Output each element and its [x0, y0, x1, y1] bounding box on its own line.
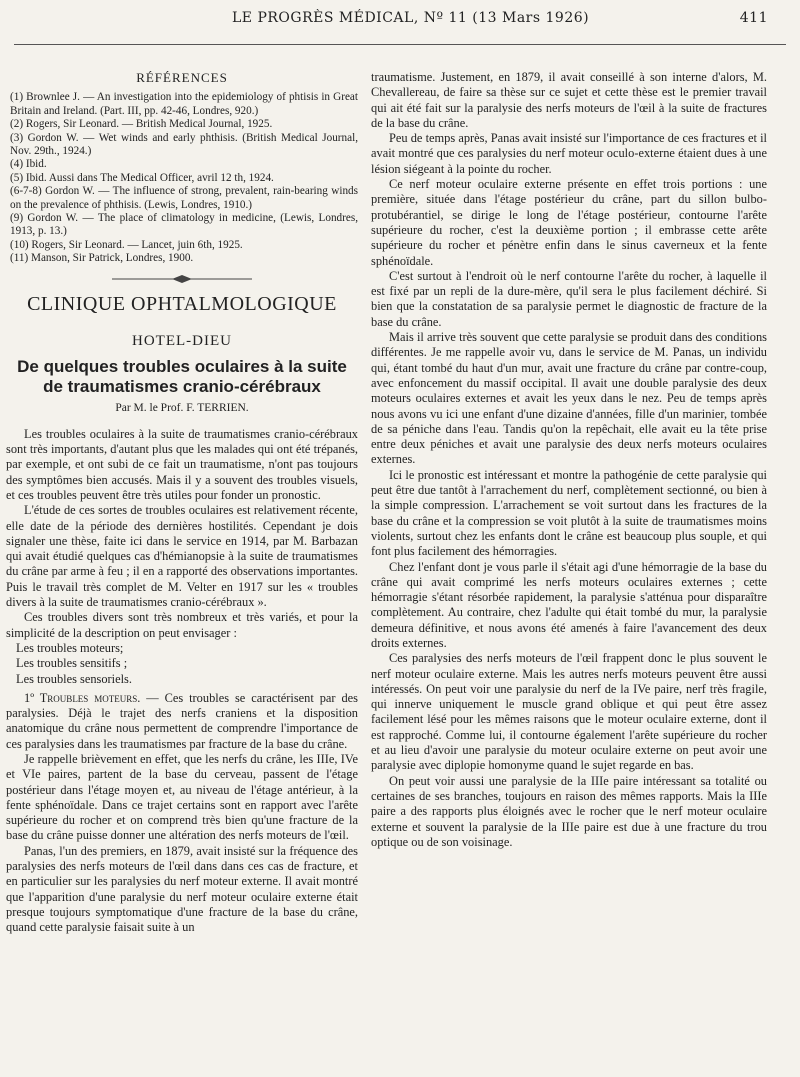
page-number: 411 [739, 10, 768, 26]
references-list [6, 91, 358, 265]
running-title: LE PROGRÈS MÉDICAL, Nº 11 (13 Mars 1926) [232, 10, 590, 26]
reference-item: (9) Gordon W. — The place of climatology in medicine, (Lewis, Londres, 1913, p. 13.) [10, 211, 358, 238]
paragraph: L'étude de ces sortes de troubles oculaires est relativement récente, elle date de la période des dernières hostilités. Cependant je dois signaler une thèse, faite ici dans le service en 1914, par M. Barbazan qui avait étudié quelques cas d'hémianopsie à la suite de traumatismes du crâne par arme à feu ; il en a rapporté des observations importantes. Puis le travail très complet de M. Velter en 1917 sur les « troubles divers à la suite de traumatismes cranio-cérébraux ». [6, 503, 358, 610]
section-title: CLINIQUE OPHTALMOLOGIQUE [27, 292, 337, 315]
paragraph: Chez l'enfant dont je vous parle il s'était agi d'une hémorragie de la base du crâne qui avait comprimé les nerfs moteurs oculaires externes ; cette hémorragie s'étant résorbée rapidement, la paralysie s'atténua pour disparaître complètement. Au contraire, chez l'adulte qui était tombé du mur, la paralysie demeura définitive, et nous avons été amenés à faire l'avancement des deux droits externes. [371, 559, 767, 650]
paragraph: Peu de temps après, Panas avait insisté sur l'importance de ces fractures et il avait montré que ces paralysies du nerf moteur oculo-externe étaient dues à une lésion siégeant à la pointe du rocher. [371, 131, 767, 176]
paragraph: Ces troubles divers sont très nombreux et très variés, et pour la simplicité de la description on peut envisager : [6, 610, 358, 640]
reference-item: (2) Rogers, Sir Leonard. — British Medical Journal, 1925. [10, 118, 273, 131]
paragraph: Je rappelle brièvement en effet, que les nerfs du crâne, les IIIe, IVe et VIe paires, partent de la base du cerveau, passent de l'étage postérieur dans l'étage moyen et, au niveau de l'étage antérieur, à la fente sphénoïdale. Dans ce trajet certains sont en rapport avec l'arête supérieure du rocher et on comprend très bien qu'une fracture de la base du crâne puisse donner une altération des nerfs moteurs de l'œil. [6, 752, 358, 843]
reference-item: (4) Ibid. [10, 158, 47, 171]
article-title-line-1: De quelques troubles oculaires à la suite [17, 357, 347, 377]
list-item: Les troubles sensoriels. [16, 671, 132, 686]
hospital-name: HOTEL-DIEU [132, 333, 232, 350]
troubles-list [6, 641, 358, 687]
paragraph: Panas, l'un des premiers, en 1879, avait insisté sur la fréquence des paralysies des nerfs moteurs de l'œil dans dans ces cas de fracture, et en particulier sur les paralysies du nerf moteur externe. Il avait montré que l'apparition d'une paralysie du nerf moteur oculaire externe était presque toujours symptomatique d'une fracture de la base du crâne, quand cette paralysie faisait suite à un [6, 843, 358, 935]
reference-item: (3) Gordon W. — Wet winds and early phthisis. (British Medical Journal, Nov. 29th., 1924.) [10, 131, 358, 157]
paragraph: traumatisme. Justement, en 1879, il avait conseillé à son interne d'alors, M. Chevallereau, de faire sa thèse sur ce sujet et cette thèse est le premier travail qui ait été fait sur la paralysie des nerfs moteurs de l'œil à la suite de fractures de la base du crâne. [371, 70, 767, 130]
motor-paragraph [6, 691, 358, 752]
paragraph: Ce nerf moteur oculaire externe présente en effet trois portions : une première, située dans l'étage postérieur du crâne, part du sillon bulbo-protubérantiel, se dirige le long de l'étage postérieur, contourne l'arête supérieure du rocher, c'est la deuxième portion ; il embrasse cette arête supérieure du rocher et pénètre enfin dans le sinus caverneux et la fente sphénoïdale. [371, 177, 767, 268]
reference-item: (10) Rogers, Sir Leonard. — Lancet, juin 6th, 1925. [10, 238, 243, 251]
paragraph: Ici le pronostic est intéressant et montre la pathogénie de cette paralysie qui peut être due tantôt à l'arrachement du nerf, complètement sectionné, ou bien à la simple compression. L'arrachement se voit surtout dans les fractures de la base du crâne et la compression se voit plutôt à la suite de traumatismes moins violents, surtout chez les enfants dont le crâne est beaucoup plus souple, et qui font plus facilement des hémorragies. [371, 467, 767, 559]
paragraph: C'est surtout à l'endroit où le nerf contourne l'arête du rocher, à laquelle il est fixé par un repli de la dure-mère, qu'il sera le plus facilement déchiré. Si bien que la constatation de sa paralysie permet le diagnostic de fracture de la base du crâne. [371, 268, 767, 329]
reference-item: (11) Manson, Sir Patrick, Londres, 1900. [10, 252, 194, 265]
article-title-line-2: de traumatismes cranio-cérébraux [43, 377, 321, 397]
paragraph: Les troubles oculaires à la suite de traumatismes cranio-cérébraux sont très importants, d'autant plus que les malades qui ont été trépanés, par exemple, et ont subi de ce fait un traumatisme, n'ont pas toujours des symptômes bien accusés. Mais il y a souvent des troubles visuels, et ces troubles peuvent être très utiles pour fonder un pronostic. [6, 426, 358, 502]
right-column [371, 70, 767, 850]
ornamental-divider [6, 272, 358, 287]
left-column [6, 70, 358, 936]
divider-ornament-icon [112, 275, 252, 283]
paragraph: Mais il arrive très souvent que cette paralysie se produit dans des conditions différentes. Je me rappelle avoir vu, dans le service de M. Panas, un individu qui, étant tombé du haut d'un mur, avait une fracture du crâne par contre-coup, avec enfoncement du massif occipital. Il avait une double paralysie des deux moteurs oculaires externes et avait les yeux dans le nez. Peu de temps après nous avons vu ici une enfant d'une dizaine d'années, fille d'un marinier, tombée de sa péniche dans l'eau. Tandis qu'on la repêchait, elle avait eu la tête prise entre deux péniches et avait une paralysie des deux nerfs moteurs oculaires externes. [371, 330, 767, 467]
reference-item: (1) Brownlee J. — An investigation into the epidemiology of phtisis in Great Britain and Ireland. (Part. III, pp. 42-46, Londres, 920.) [10, 91, 358, 117]
list-item: Les troubles moteurs; [16, 640, 124, 655]
motor-text: — Ces troubles se caractérisent par des paralysies. Déjà le trajet des nerfs craniens et la disposition anatomique du crâne nous permettent de comprendre l'importance de ces paralysies dans les traumatismes par fracture de la base du crâne. [6, 690, 359, 751]
list-item: Les troubles sensitifs ; [16, 656, 128, 671]
reference-item: (5) Ibid. Aussi dans The Medical Officer, avril 12 th, 1924. [10, 171, 274, 184]
reference-item: (6-7-8) Gordon W. — The influence of strong, prevalent, rain-bearing winds on the prevalence of phthisis. (Lewis, Londres, 1910.) [10, 185, 358, 211]
running-header [0, 6, 800, 34]
references-title: RÉFÉRENCES [136, 70, 228, 85]
paragraph: On peut voir aussi une paralysie de la IIIe paire intéressant sa totalité ou certaines de ses branches, toujours en raison des mêmes rapports. Mais la IIIe paire a des rapports plus éloignés avec le rocher que le nerf moteur oculaire externe et souvent la paralysie de la IIIe paire est due à une fracture du trou optique ou de son voisinage. [371, 773, 767, 849]
header-rule [14, 44, 786, 45]
byline: Par M. le Prof. F. TERRIEN. [115, 402, 249, 415]
motor-lead: 1º Troubles moteurs. [24, 690, 141, 705]
paragraph: Ces paralysies des nerfs moteurs de l'œil frappent donc le plus souvent le nerf moteur oculaire externe. Mais les autres nerfs moteurs peuvent être aussi intéressés. On peut voir une paralysie du nerf de la IVe paire, nerf très fragile, qui innerve uniquement le muscle grand oblique et qui peut être assez facilement lésé pour les mêmes raisons que le moteur oculaire externe, dont il est rapproché. Comme lui, il contourne également l'arête supérieure du rocher et au lieu d'avoir une paralysie du moteur oculaire externe on peut avoir une paralysie avec diplopie homonyme quand le sujet regarde en bas. [371, 651, 767, 773]
